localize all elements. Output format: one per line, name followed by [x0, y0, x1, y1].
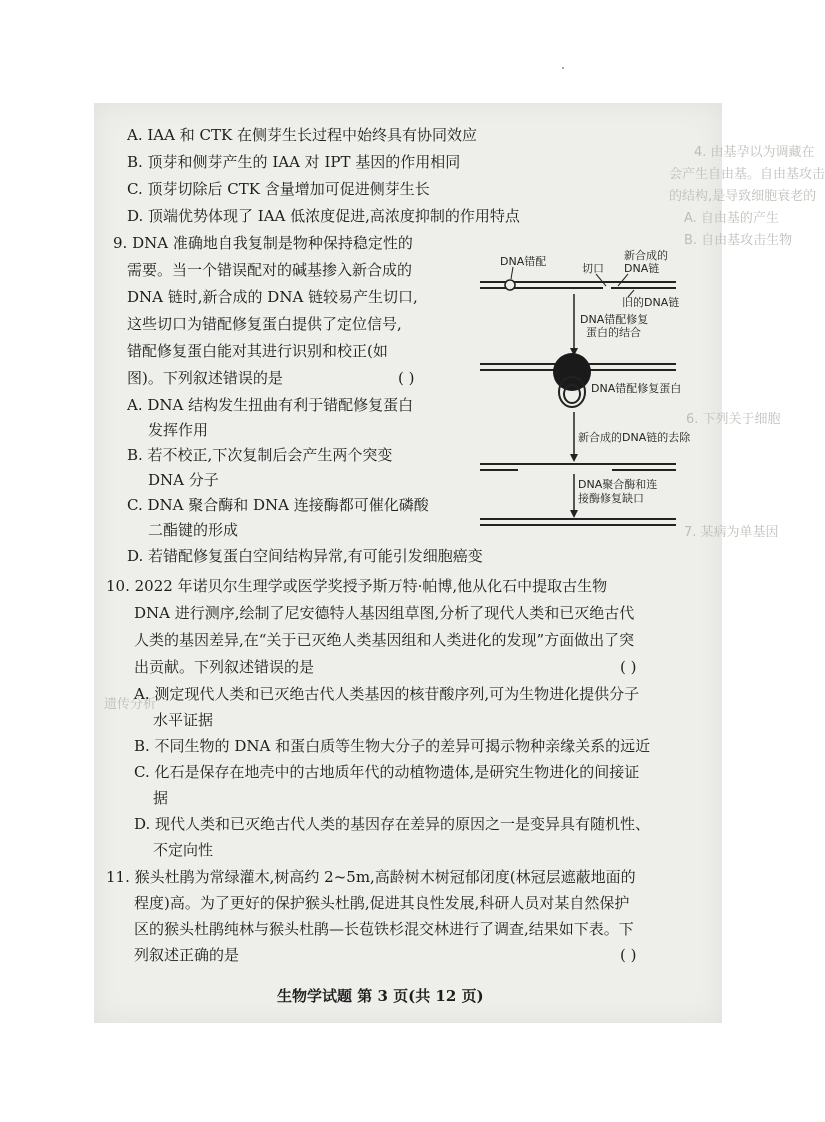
bleed-through-text: 遗传分析 [104, 697, 157, 712]
repair-protein-complex [480, 353, 676, 407]
bleed-through-text: 7. 某病为单基因 [684, 525, 779, 540]
label-step-ligation-2: 接酶修复缺口 [578, 492, 644, 505]
q8-option-b: B. 顶芽和侧芽产生的 IAA 对 IPT 基因的作用相同 [127, 153, 461, 171]
q9-stem-line: 需要。当一个错误配对的碱基掺入新合成的 [127, 261, 413, 279]
label-old-strand: 旧的DNA链 [622, 296, 680, 309]
bleed-through-text: B. 自由基攻击生物 [684, 233, 793, 248]
label-step-binding: DNA错配修复 [580, 313, 649, 326]
q9-option-a: A. DNA 结构发生扭曲有利于错配修复蛋白 [127, 396, 414, 414]
label-nick: 切口 [582, 262, 604, 275]
q9-stem-line: 错配修复蛋白能对其进行识别和校正(如 [127, 342, 388, 360]
label-mismatch: DNA错配 [500, 255, 547, 268]
q10-option-a: A. 测定现代人类和已灭绝古代人类基因的核苷酸序列,可为生物进化提供分子 [134, 685, 640, 703]
q10-stem-line: DNA 进行测序,绘制了尼安德特人基因组草图,分析了现代人类和已灭绝古代 [134, 604, 635, 622]
q9-option-b: B. 若不校正,下次复制后会产生两个突变 [127, 446, 393, 464]
label-repair-protein: DNA错配修复蛋白 [591, 382, 682, 395]
q10-option-b: B. 不同生物的 DNA 和蛋白质等生物大分子的差异可揭示物种亲缘关系的远近 [134, 737, 651, 755]
q10-stem-line: 10. 2022 年诺贝尔生理学或医学奖授予斯万特·帕博,他从化石中提取古生物 [106, 577, 608, 595]
q9-option-a-cont: 发挥作用 [148, 421, 209, 439]
bleed-through-text: 4. 由基孕以为调藏在 [694, 145, 815, 160]
q8-option-c: C. 顶芽切除后 CTK 含量增加可促进侧芽生长 [127, 180, 430, 198]
q10-option-c: C. 化石是保存在地壳中的古地质年代的动植物遗体,是研究生物进化的间接证 [134, 763, 640, 781]
dna-double-strand-top [480, 280, 676, 290]
q9-option-c-cont: 二酯键的形成 [148, 521, 239, 539]
speck [562, 67, 564, 69]
q9-stem-line: 这些切口为错配修复蛋白提供了定位信号, [127, 315, 402, 333]
q10-stem-line: 人类的基因差异,在“关于已灭绝人类基因组和人类进化的发现”方面做出了突 [134, 631, 635, 649]
label-new-strand: 新合成的 [624, 249, 668, 262]
q9-option-d: D. 若错配修复蛋白空间结构异常,有可能引发细胞癌变 [127, 547, 483, 565]
q11-stem-line: 列叙述正确的是 [134, 946, 240, 964]
q8-option-d: D. 顶端优势体现了 IAA 低浓度促进,高浓度抑制的作用特点 [127, 207, 520, 225]
q11-answer-bracket: ( ) [620, 946, 637, 964]
q10-option-c-cont: 据 [153, 789, 169, 807]
dna-repaired [480, 519, 676, 525]
q9-stem-line: 图)。下列叙述错误的是 [127, 369, 283, 387]
label-step-binding-2: 蛋白的结合 [586, 326, 641, 339]
label-step-removal: 新合成的DNA链的去除 [578, 431, 691, 444]
q9-stem-line: DNA 链时,新合成的 DNA 链较易产生切口, [127, 288, 418, 306]
q8-option-a: A. IAA 和 CTK 在侧芽生长过程中始终具有协同效应 [127, 126, 477, 144]
label-step-ligation: DNA聚合酶和连 [578, 478, 658, 491]
q10-answer-bracket: ( ) [620, 658, 637, 676]
page-footer: 生物学试题 第 3 页(共 12 页) [277, 987, 484, 1005]
q11-stem-line: 程度)高。为了更好的保护猴头杜鹃,促进其良性发展,科研人员对某自然保护 [134, 894, 630, 912]
q10-stem-line: 出贡献。下列叙述错误的是 [134, 658, 315, 676]
bleed-through-text: 6. 下列关于细胞 [686, 412, 781, 427]
q9-stem-line: 9. DNA 准确地自我复制是物种保持稳定性的 [113, 234, 413, 252]
q10-option-d-cont: 不定向性 [153, 841, 214, 859]
q11-stem-line: 区的猴头杜鹃纯林与猴头杜鹃—长苞铁杉混交林进行了调查,结果如下表。下 [134, 920, 634, 938]
bleed-through-text: 的结构,是导致细胞衰老的 [669, 189, 817, 204]
q9-answer-bracket: ( ) [398, 369, 415, 387]
bleed-through-text: A. 自由基的产生 [684, 211, 779, 226]
q9-option-c: C. DNA 聚合酶和 DNA 连接酶都可催化磷酸 [127, 496, 429, 514]
q9-option-b-cont: DNA 分子 [148, 471, 219, 489]
mismatch-repair-diagram [478, 248, 691, 533]
label-new-strand-2: DNA链 [624, 262, 660, 275]
q11-stem-line: 11. 猴头杜鹃为常绿灌木,树高约 2~5m,高龄树木树冠郁闭度(林冠层遮蔽地面的 [106, 868, 636, 886]
q10-option-d: D. 现代人类和已灭绝古代人类的基因存在差异的原因之一是变异具有随机性、 [134, 815, 651, 833]
dna-with-gap [480, 464, 676, 470]
bleed-through-text: 会产生自由基。自由基攻击 [669, 167, 825, 182]
q10-option-a-cont: 水平证据 [153, 711, 214, 729]
